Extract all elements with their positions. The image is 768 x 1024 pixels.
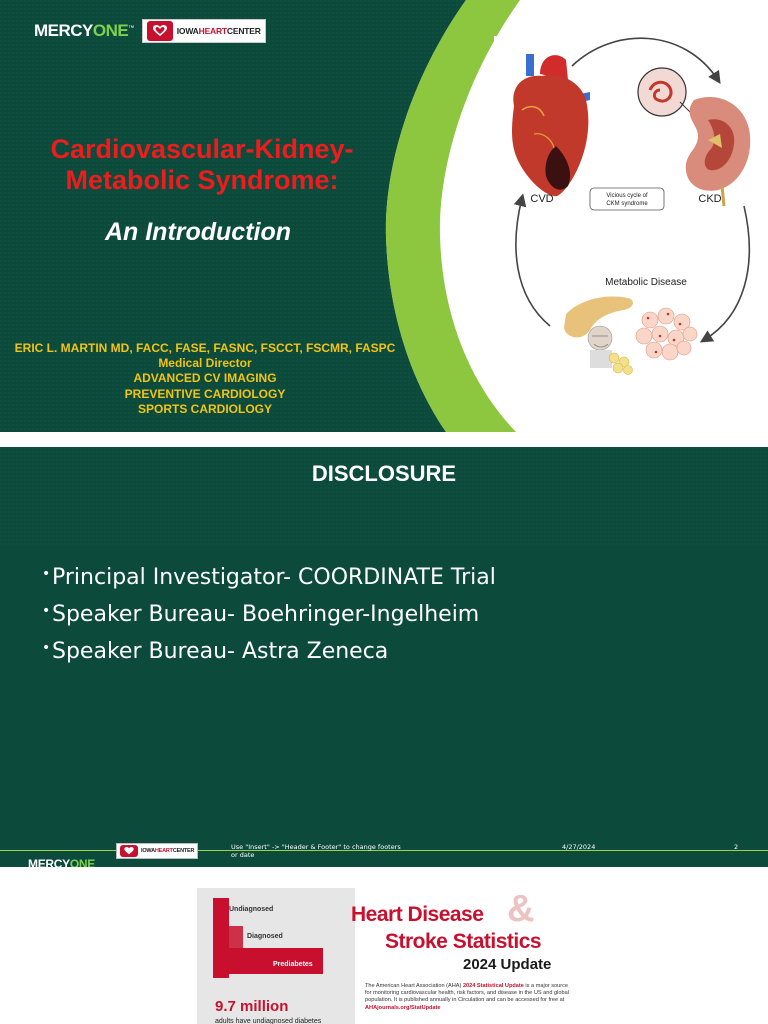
footer-placeholder-text: Use "Insert" -> "Header & Footer" to change footers or date <box>231 843 401 859</box>
iowa-heart-center-logo <box>142 19 266 43</box>
footer-date: 4/27/2024 <box>562 843 596 851</box>
iowa-heart-center-wordmark: IOWAHEARTCENTER <box>176 26 261 36</box>
undiagnosed-count: 9.7 million <box>215 998 289 1015</box>
ckm-cycle-illustration <box>494 36 762 392</box>
undiagnosed-caption: adults have undiagnosed diabetes <box>215 1018 322 1024</box>
bullet-marker: • <box>42 566 51 582</box>
stat-update-link[interactable]: AHAjournals.org/StatUpdate <box>365 1004 441 1011</box>
list-item <box>42 600 542 629</box>
metabolic-disease-label: Metabolic Disease <box>605 277 687 288</box>
author-name: ERIC L. MARTIN MD, FACC, FASE, FASNC, FSCCT, FSCMR, FASPC <box>14 341 396 355</box>
bullet-marker: • <box>42 640 51 656</box>
bullet-marker: • <box>42 603 51 619</box>
cvd-label: CVD <box>530 193 554 205</box>
stats-description: The American Heart Association (AHA) 2024 Statistical Update is a major source for monitoring cardiovascular health, risk factors, and disease in the US and global population. It is published annually in Circulation and can be accessed for free at AHAjournals.org/StatUpdate <box>365 983 569 1011</box>
disclosure-item-text: Principal Investigator- COORDINATE Trial <box>52 565 496 590</box>
footer-ihc-wordmark: IOWAHEARTCENTER <box>141 848 195 854</box>
disclosure-list <box>42 563 542 674</box>
vicious-cycle-label-1: Vicious cycle of <box>606 193 648 199</box>
header-logos <box>34 18 266 44</box>
footer-iowa-heart-center-logo <box>116 843 198 859</box>
stats-heading-line-1: Heart Disease <box>351 903 484 926</box>
title-line-1: Cardiovascular-Kidney- <box>50 134 354 164</box>
author-specialty-3: SPORTS CARDIOLOGY <box>137 401 272 416</box>
author-specialty-1: ADVANCED CV IMAGING <box>133 371 277 386</box>
disclosure-slide <box>0 447 768 867</box>
heading-ampersand: & <box>507 888 535 930</box>
disclosure-item-text: Speaker Bureau- Boehringer-Ingelheim <box>52 602 480 627</box>
author-specialty-2: PREVENTIVE CARDIOLOGY <box>124 386 286 401</box>
heart-icon <box>147 21 173 41</box>
prediabetes-label: Prediabetes <box>273 961 313 968</box>
heart-icon <box>120 845 138 857</box>
stats-heading-line-2: Stroke Statistics <box>385 930 542 953</box>
presentation-title <box>12 134 392 196</box>
diabetes-graphic <box>197 888 355 1024</box>
disclosure-title: DISCLOSURE <box>311 461 457 486</box>
footer-mercyone-logo: MERCYONE <box>28 857 95 867</box>
list-item <box>42 563 542 592</box>
update-year-label: 2024 Update <box>463 956 552 973</box>
vicious-cycle-label-2: CKM syndrome <box>606 201 648 207</box>
list-item <box>42 637 542 666</box>
disclosure-item-text: Speaker Bureau- Astra Zeneca <box>52 639 389 664</box>
statistics-slide <box>197 888 583 1024</box>
slide-number: 2 <box>734 843 739 851</box>
title-slide <box>0 0 768 432</box>
ckd-label: CKD <box>698 193 722 205</box>
presentation-subtitle: An Introduction <box>104 218 292 246</box>
author-title: Medical Director <box>158 356 252 371</box>
undiagnosed-label: Undiagnosed <box>229 906 274 913</box>
author-block <box>0 341 410 417</box>
title-line-2: Metabolic Syndrome: <box>65 165 339 195</box>
mercyone-logo: MERCYONE™ <box>34 21 134 40</box>
diagnosed-label: Diagnosed <box>247 933 283 940</box>
